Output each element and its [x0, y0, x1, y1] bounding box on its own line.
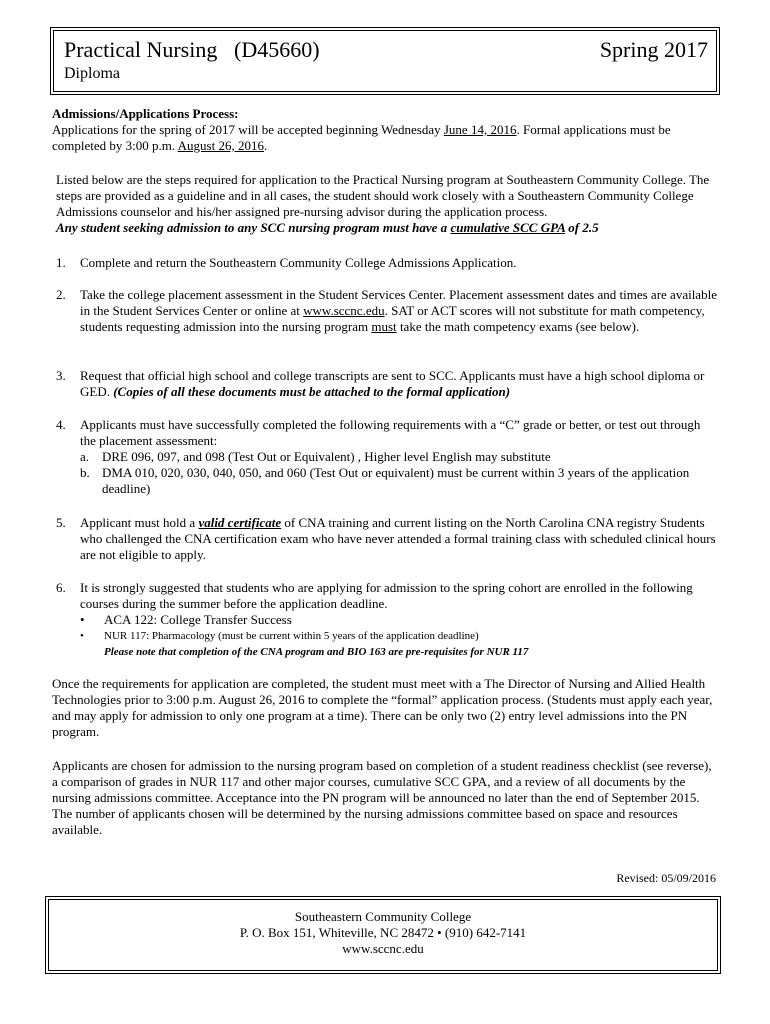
program-subtitle: Diploma — [64, 65, 120, 82]
program-code: (D45660) — [234, 37, 320, 62]
step-1: 1. Complete and return the Southeastern Community College Admissions Application. — [56, 255, 517, 270]
open-date: June 14, 2016 — [443, 122, 517, 137]
step-4: 4. Applicants must have successfully completed the following requirements with a “C” grade or better, or test out through the placement assessment: a. DRE 096, 097, and 098 (Test Out or Equivalent) , Higher level English may substitute b. DMA 010, 020, 030, 040, 050, and 060 (Test Out or equivalent) must be current within 3 years of the application deadline) — [56, 417, 718, 497]
admissions-text: Applications for the spring of 2017 will be accepted beginning Wednesday June 14, 2016. Formal applications must be completed by 3:00 p.m. August 26, 2016. — [52, 122, 671, 153]
step-2: 2. Take the college placement assessment in the Student Services Center. Placement assessment dates and times are available in the Student Services Center or online at www.sccnc.edu. SAT or ACT scores will not substitute for math competency, students requesting admission into the nursing program must take the math competency exams (see below). — [56, 287, 717, 334]
footer-address: P. O. Box 151, Whiteville, NC 28472 • (910) 642-7141 — [239, 925, 527, 940]
deadline-date: August 26, 2016 — [177, 138, 264, 153]
sccnc-link[interactable]: www.sccnc.edu — [303, 303, 385, 318]
gpa-requirement: Any student seeking admission to any SCC nursing program must have a cumulative SCC GPA of 2.5 — [56, 220, 599, 235]
paragraph-formal-application: Once the requirements for application are completed, the student must meet with a The Director of Nursing and Allied Health Technologies prior to 3:00 p.m. August 26, 2016 to complete the “formal” application process. (Students must apply each year, and may apply for admission to only one program at a time). There can be only two (2) entry level admissions into the PN program. — [52, 676, 713, 739]
prerequisite-note: Please note that completion of the CNA program and BIO 163 are pre-requisites for NUR 117 — [104, 646, 529, 658]
course-item-nur117: • NUR 117: Pharmacology (must be current within 5 years of the application deadline) — [80, 630, 479, 642]
footer-website: www.sccnc.edu — [342, 941, 424, 956]
revised-date: Revised: 05/09/2016 — [616, 871, 716, 885]
paragraph-selection: Applicants are chosen for admission to the nursing program based on completion of a student readiness checklist (see reverse), a comparison of grades in NUR 117 and other major courses, cumulative SCC GPA, and a review of all documents by the nursing admissions committee. Acceptance into the PN program will be announced no later than the end of September 2015. The number of applicants chosen will be determined by the nursing admissions committee based on space and resources available. — [52, 758, 712, 837]
step-4a: a. DRE 096, 097, and 098 (Test Out or Equivalent) , Higher level English may substitute — [80, 449, 551, 464]
step-4b: b. DMA 010, 020, 030, 040, 050, and 060 (Test Out or equivalent) must be current within 3 years of the application deadline) — [80, 465, 690, 496]
intro-paragraph — [56, 172, 720, 236]
footer-box — [48, 899, 718, 971]
step-3: 3. Request that official high school and college transcripts are sent to SCC. Applicants must have a high school diploma or GED. (Copies of all these documents must be attached to the formal application) — [56, 368, 705, 399]
footer-college-name: Southeastern Community College — [294, 909, 472, 924]
step-5: 5. Applicant must hold a valid certificate of CNA training and current listing on the North Carolina CNA registry Students who challenged the CNA certification exam who have never attended a formal training class with scheduled clinical hours are not eligible to apply. — [56, 515, 716, 562]
program-title: Practical Nursing — [64, 37, 218, 62]
header-box — [53, 30, 717, 92]
course-item-aca122: • ACA 122: College Transfer Success — [80, 612, 292, 627]
step-6: 6. It is strongly suggested that students who are applying for admission to the spring cohort are enrolled in the following courses during the summer before the application deadline. • ACA 122: College Transfer Success • NUR 117: Pharmacology (must be current within 5 years of the application deadline) Please note that completion of the CNA program and BIO 163 are pre-requisites for NUR 117 — [56, 580, 718, 660]
program-term: Spring 2017 — [599, 37, 708, 62]
admissions-section — [52, 106, 720, 154]
intro-text: Listed below are the steps required for application to the Practical Nursing program at Southeastern Community College. The steps are provided as a guideline and in all cases, the student should work closely with a Southeastern Community College Admissions counselor and his/her assigned pre-nursing advisor during the application process. — [56, 172, 710, 219]
admissions-heading: Admissions/Applications Process: — [52, 106, 239, 121]
